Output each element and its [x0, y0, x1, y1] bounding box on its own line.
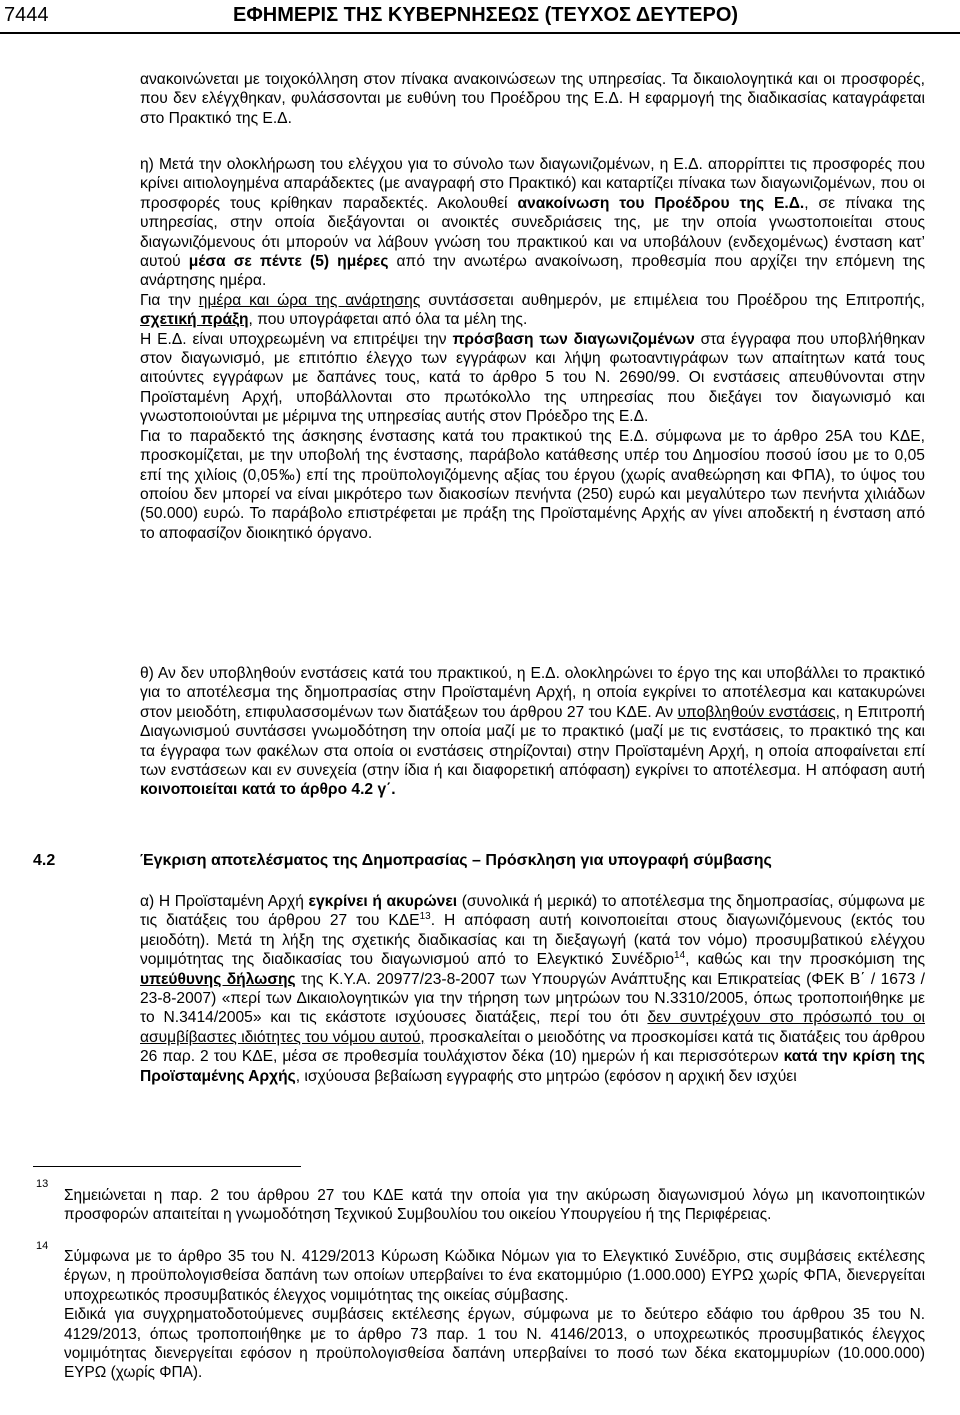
section-title: Έγκριση αποτελέσματος της Δημοπρασίας – Πρόσκληση για υπογραφή σύμβασης [140, 852, 772, 869]
text-run: α) Η Προϊσταμένη Αρχή [140, 893, 309, 910]
bold-run: ανακοίνωση του Προέδρου της Ε.Δ. [517, 194, 805, 212]
section-number: 4.2 [33, 852, 56, 869]
text-run: Η Ε.Δ. είναι υποχρεωμένη να επιτρέψει την [140, 330, 453, 348]
gazette-title: ΕΦΗΜΕΡΙΣ ΤΗΣ ΚΥΒΕΡΝΗΣΕΩΣ (ΤΕΥΧΟΣ ΔΕΥΤΕΡΟ) [233, 4, 739, 26]
footnote-text: Σημειώνεται η παρ. 2 του άρθρου 27 του ΚΔΕ κατά την οποία για την ακύρωση διαγωνισμού λόγω μη ικανοποιητικών προσφορών απαιτείται η γνωμοδότηση Τεχνικού Συμβουλίου του οικείου Υπουργείου ή της Περιφέρειας. [64, 1187, 925, 1224]
text-run: προσκαλείται ο μειοδότης να προσκομίσει κατά τις διατάξεις του άρθρου 26 παρ. 2 του ΚΔΕ, μέσα σε προθεσμία τουλάχιστον δέκα (10) ημερών ή και περισσότερων [140, 1028, 925, 1066]
paragraph-theta-main [140, 664, 925, 800]
footnote-ref-14: 14 [674, 950, 686, 962]
bold-run: κατά την κρίση της Προϊσταμένης Αρχής [140, 1048, 925, 1085]
text-run: , η Επιτροπή Διαγωνισμού συντάσσει γνωμοδότηση την οποία μαζί με το πρακτικό (μαζί με τις ενστάσεις, το πρακτικό της και τα έγγραφα των φακέλων στα οποία οι ενστάσεις στηρίζονται) στην Προϊσταμένη Αρχή, η οποία αποφαίνεται επί των ενστάσεων και εν συνεχεία (στην ίδια ή και διαφορετική απόφαση) εγκρίνει το αποτέλεσμα. Η απόφαση αυτή [140, 703, 925, 780]
footnote-number: 13 [36, 1178, 49, 1190]
text-run: , καθώς και την προσκόμιση της [685, 951, 926, 969]
underlined-run: υποβληθούν ενστάσεις [677, 703, 836, 721]
bold-run: μέσα σε πέντε (5) ημέρες [188, 253, 389, 271]
paragraph-eta-access [140, 330, 925, 427]
text-run: , ισχύουσα βεβαίωση εγγραφής στο μητρώο (εφόσον η αρχική δεν ισχύει [295, 1067, 797, 1085]
paragraph-eta-posting [140, 291, 925, 330]
text-run: από την ανωτέρω ανακοίνωση, προθεσμία που αρχίζει την επόμενη της ανάρτησης ημέρα. [140, 253, 925, 290]
text-run: της Κ.Υ.Α. 20977/23-8-2007 των Υπουργών Ανάπτυξης και Επικρατείας (ΦΕΚ Β΄ / 1673 / 23-8-2007) «περί των Δικαιολογητικών για την τήρηση των μητρώων του Ν.3310/2005, όπως τροποποιήθηκε με το Ν.3414/2005» και τις εκάστοτε ισχύουσες διατάξεις, περί του ότι [140, 970, 926, 1027]
bold-run: εγκρίνει ή ακυρώνει [308, 893, 458, 910]
paragraph-theta [140, 664, 925, 800]
bold-run: κοινοποιείται κατά το άρθρο 4.2 γ΄. [140, 781, 396, 799]
text-run: συντάσσεται αυθημερόν, με επιμέλεια του Προέδρου της Επιτροπής, [420, 291, 925, 309]
page-number: 7444 [4, 4, 49, 26]
paragraph-eta-fee: Για το παραδεκτό της άσκησης ένστασης κατά του πρακτικού της Ε.Δ. σύμφωνα με το άρθρο 25Α του ΚΔΕ, προσκομίζεται, με την υποβολή της ένστασης, παράβολο κατάθεσης υπέρ του Δημοσίου ποσού ίσου με το 0,05 επί της χιλίοις (0,05‰) επί της προϋπολογιζόμενης αξίας του έργου (χωρίς αναθεώρηση και ΦΠΑ), το ύψος του οποίου δεν μπορεί να είναι μικρότερο των διακοσίων πενήντα (250) ευρώ και μεγαλύτερο των πενήντα χιλιάδων (50.000) ευρώ. Το παράβολο επιστρέφεται με πράξη της Προϊσταμένης Αρχής αν γίνει αποδεκτή η ένσταση από το αποφασίζον διοικητικό όργανο. [140, 427, 925, 542]
paragraph-text: ανακοινώνεται με τοιχοκόλληση στον πίνακα ανακοινώσεων της υπηρεσίας. Τα δικαιολογητικά και οι προσφορές, που δεν ελέγχθηκαν, φυλάσσονται με ευθύνη του Προέδρου της Ε.Δ. Η εφαρμογή της διαδικασίας καταγράφεται στο Πρακτικό της Ε.Δ. [140, 71, 925, 127]
underlined-run: ημέρα και ώρα της ανάρτησης [198, 291, 421, 309]
footnote-13 [64, 1186, 925, 1225]
paragraph-eta [140, 155, 925, 543]
page-header [0, 0, 960, 32]
paragraph-eta-main [140, 155, 925, 291]
text-run: . Η απόφαση αυτή κοινοποιείται στους διαγωνιζόμενους (εκτός του μειοδότη). Μετά τη λήξη της σχετικής διαδικασίας και τη διεξαγωγή (κατά τον νόμο) προσυμβατικού ελέγχου νομιμότητας της διαδικασίας του διαγωνισμού από το Ελεγκτικό Συνέδριο [140, 912, 925, 969]
bold-underlined-run: υπεύθυνης δήλωσης [140, 970, 296, 988]
text-run: (συνολικά ή μερικά) το αποτέλεσμα της δημοπρασίας, σύμφωνα με τις διατάξεις του άρθρου 27 του ΚΔΕ [140, 893, 925, 930]
text-run: θ) Αν δεν υποβληθούν ενστάσεις κατά του πρακτικού, η Ε.Δ. ολοκληρώνει το έργο της και υποβάλλει το πρακτικό για το αποτέλεσμα της δημοπρασίας στην Προϊσταμένη Αρχή, η οποία εγκρίνει το αποτέλεσμα και κατακυρώνει στον μειοδότη, επιφυλασσομένων των διατάξεων του άρθρου 27 του ΚΔΕ. Αν [140, 665, 925, 721]
text-run: η) Μετά την ολοκλήρωση του ελέγχου για το σύνολο των διαγωνιζομένων, η Ε.Δ. απορρίπτει τις προσφορές που κρίνει αιτιολογημένα απαράδεκτες (με αναγραφή στο Πρακτικό) και καταρτίζει πίνακα των διαγωνιζομένων, που οι προσφορές τους κρίθηκαν παραδεκτές. Ακολουθεί [140, 156, 925, 212]
paragraph-alpha-main [140, 892, 925, 1086]
paragraph-alpha [140, 892, 925, 1086]
footnote-separator [33, 1166, 301, 1167]
underlined-run: σχετική πράξη [140, 311, 249, 329]
footnote-number: 14 [36, 1240, 49, 1252]
bold-run: πρόσβαση των διαγωνιζομένων [452, 330, 695, 348]
text-run: , που υπογράφεται από όλα τα μέλη της. [248, 311, 528, 329]
text-run: Για την [140, 291, 199, 309]
header-rule [0, 32, 960, 34]
footnote-14 [64, 1247, 925, 1383]
footnote-text: Σύμφωνα με το άρθρο 35 του Ν. 4129/2013 Κύρωση Κώδικα Νόμων για το Ελεγκτικό Συνέδριο, στις συμβάσεις εκτέλεσης έργων, η προϋπολογισθείσα δαπάνη των οποίων υπερβαίνει το ένα εκατομμύριο (1.000.000) ΕΥΡΩ χωρίς ΦΠΑ, διενεργείται υποχρεωτικός προσυμβατικός έλεγχος νομιμότητας της οικείας σύμβασης. [64, 1248, 925, 1304]
text-run: στα έγγραφα που υποβλήθηκαν στον διαγωνισμό, με επιτόπιο έλεγχο των εγγράφων και λήψη φωτοαντιγράφων των απαίτητων κατά τους αιτούντες εγγράφων με δαπάνες τους, κατά το άρθρο 5 του Ν. 2690/99. Οι ενστάσεις απευθύνονται στην Προϊσταμένη Αρχή, υποβάλλονται στο πρωτόκολλο της υπηρεσίας που διεξάγει τον διαγωνισμό και γνωστοποιούνται με μέριμνα της υπηρεσίας αυτής στον Πρόεδρο της Ε.Δ. [140, 330, 925, 426]
underlined-run: δεν συντρέχουν στο πρόσωπό του οι ασυμβίβαστες ιδιότητες του νόμου αυτού, [140, 1009, 926, 1046]
text-run: , σε πίνακα της υπηρεσίας, στην οποία διεξάγονται οι ανοικτές συνεδριάσεις της, με την οποία γνωστοποιείται στους διαγωνιζόμενους ότι μπορούν να λάβουν γνώση του πρακτικού και να υποβάλουν (ενδεχομένως) ένσταση κατ’ αυτού [140, 194, 925, 271]
paragraph-announcement [140, 70, 925, 128]
footnote-ref-13: 13 [419, 911, 431, 923]
footnote-text-continued: Ειδικά για συγχρηματοδοτούμενες συμβάσεις εκτέλεσης έργων, σύμφωνα με το δεύτερο εδάφιο του άρθρου 35 του Ν. 4129/2013, όπως τροποποιήθηκε με το άρθρο 73 παρ. 1 του Ν. 4146/2013, ο υποχρεωτικός προσυμβατικός έλεγχος νομιμότητας διενεργείται εφόσον η προϋπολογισθείσα δαπάνη υπερβαίνει το ποσό των δέκα εκατομμυρίων (10.000.000) ΕΥΡΩ (χωρίς ΦΠΑ). [64, 1306, 925, 1382]
